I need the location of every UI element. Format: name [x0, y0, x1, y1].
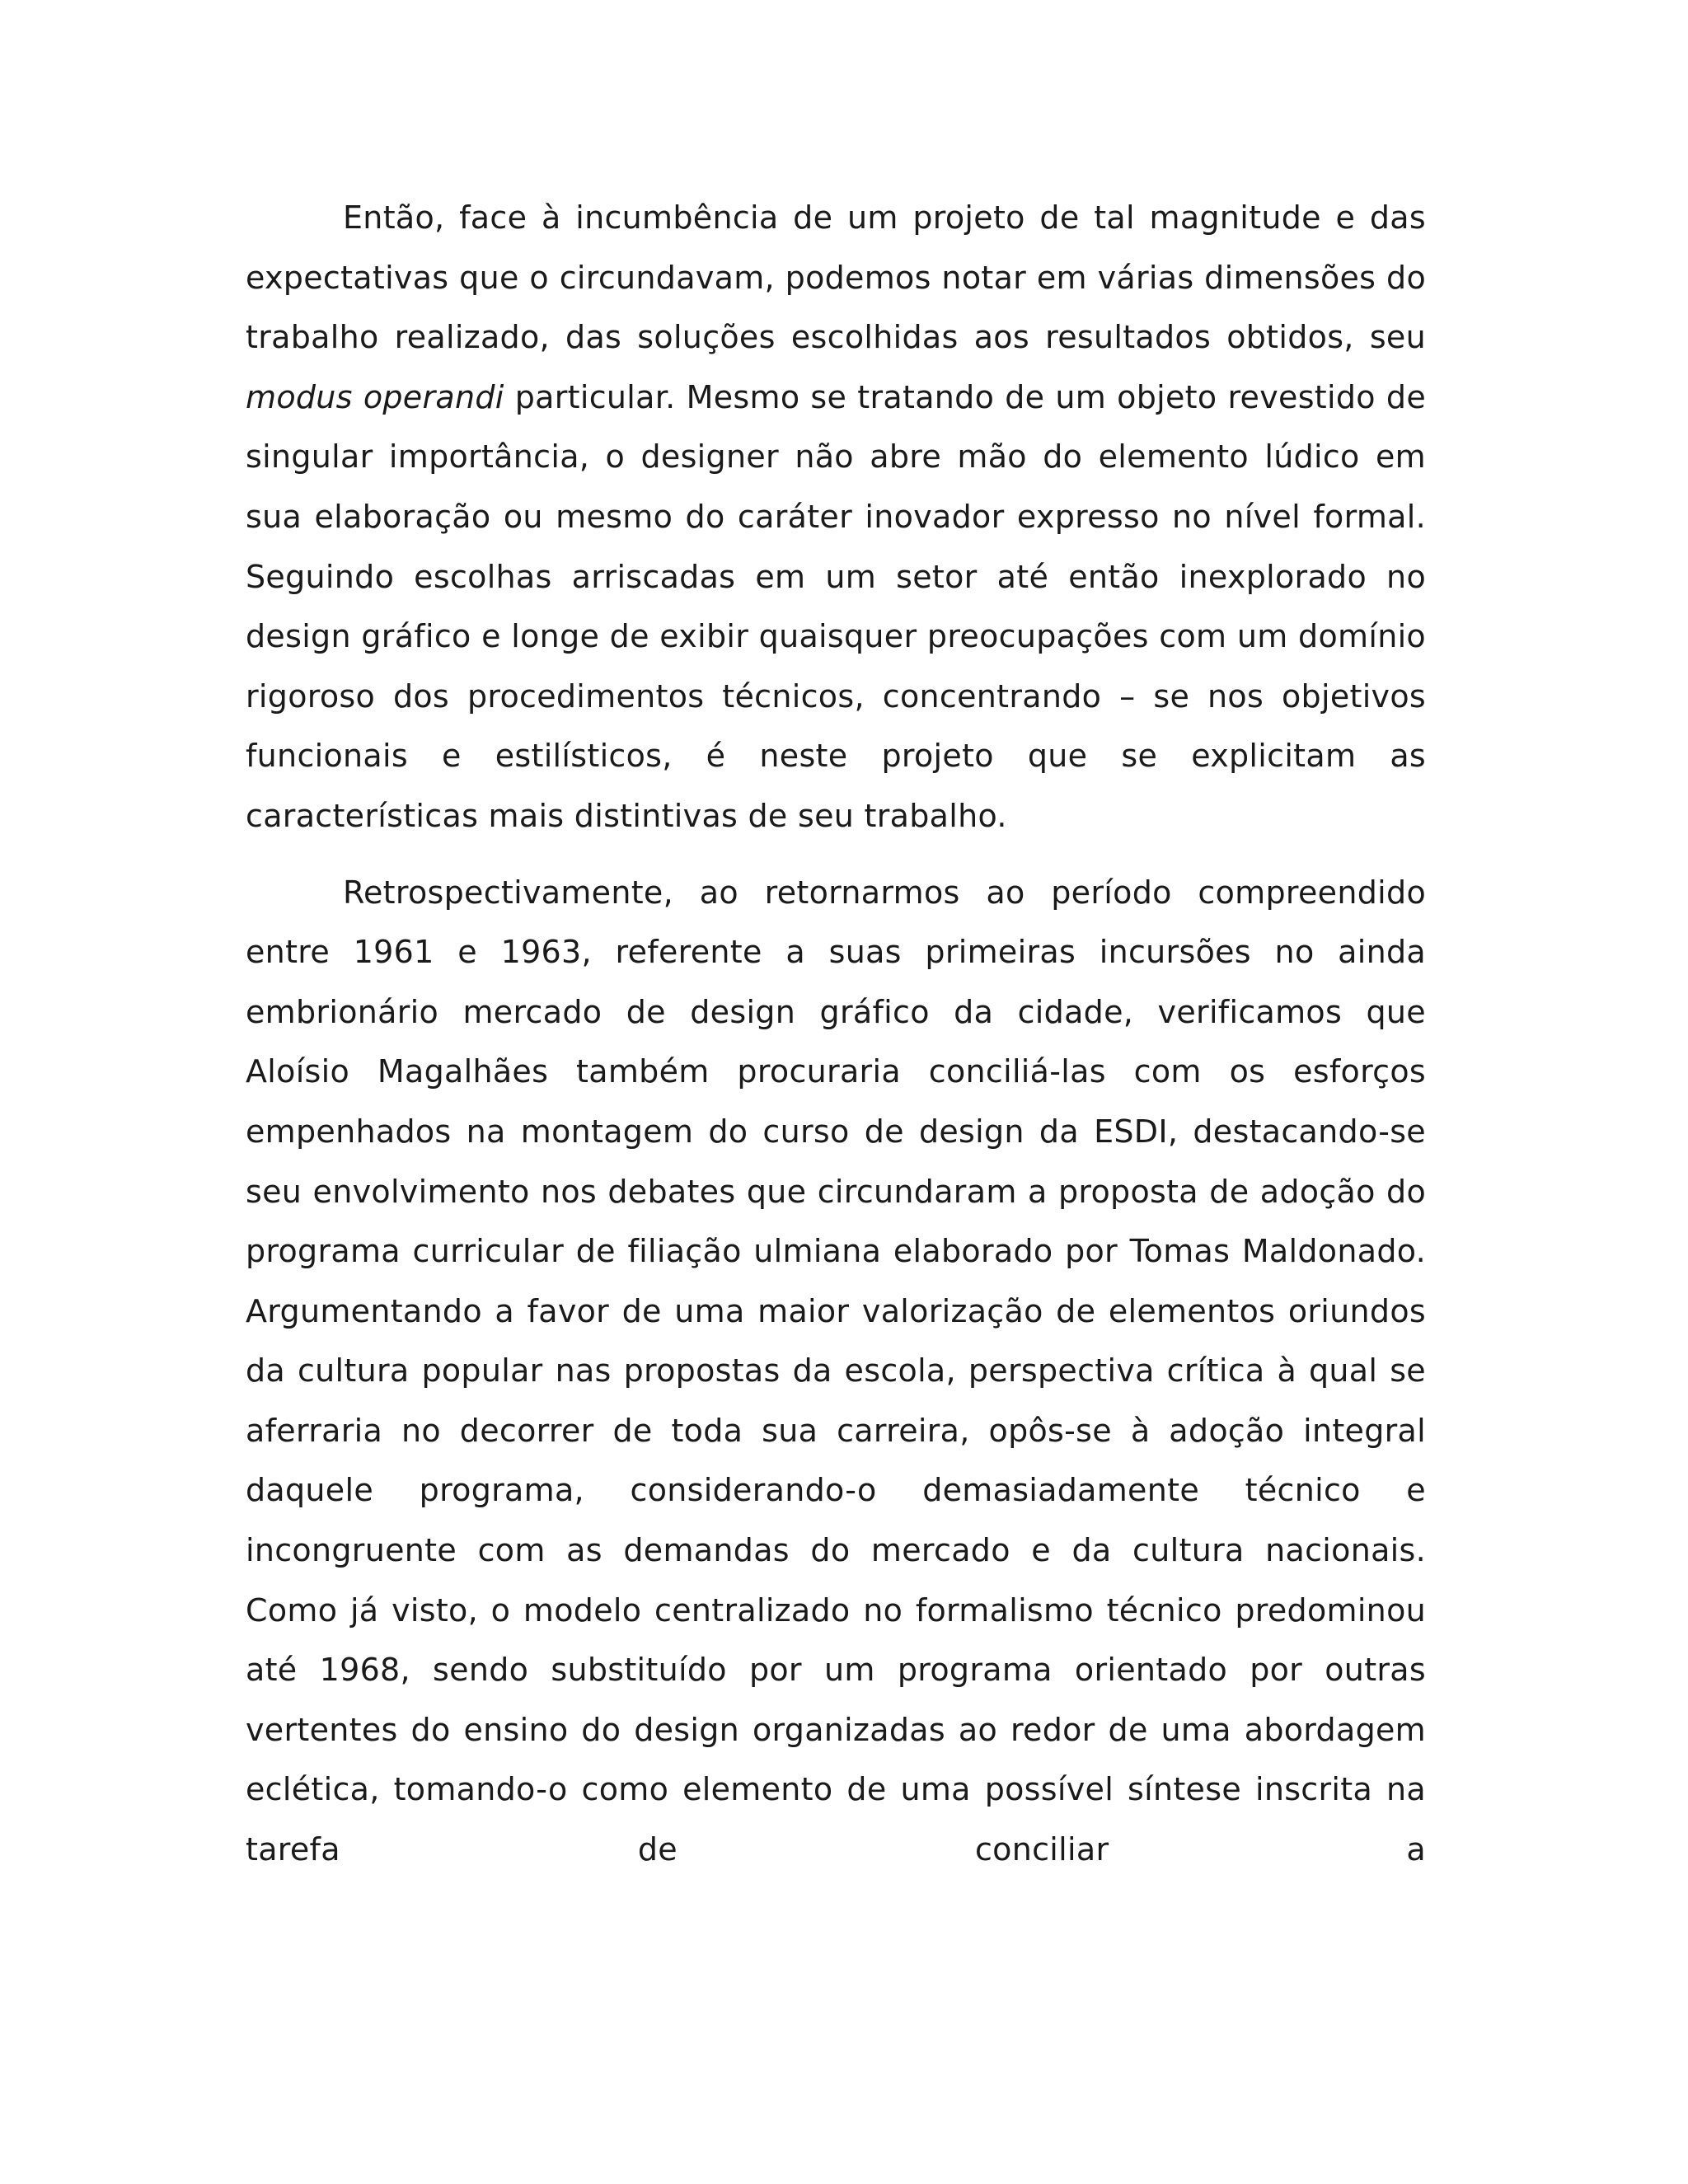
- italic-phrase: modus operandi: [246, 378, 504, 415]
- paragraph-1-text-end: particular. Mesmo se tratando de um objeto revestido de singular importância, o designer não abre mão do elemento lúdico em sua elaboração ou mesmo do caráter inovador expresso no nível formal. Seguindo escolhas arriscadas em um setor até então inexplorado no design gráfico e longe de exibir quaisquer preocupações com um domínio rigoroso dos procedimentos técnicos, concentrando – se nos objetivos funcionais e estilísticos, é neste projeto que se explicitam as características mais distintivas de seu trabalho.: [246, 378, 1427, 834]
- body-text: [246, 188, 1426, 1880]
- paragraph-1: [246, 188, 1426, 846]
- paragraph-2: Retrospectivamente, ao retornarmos ao período compreendido entre 1961 e 1963, referente a suas primeiras incursões no ainda embrionário mercado de design gráfico da cidade, verificamos que Aloísio Magalhães também procuraria conciliá-las com os esforços empenhados na montagem do curso de design da ESDI, destacando-se seu envolvimento nos debates que circundaram a proposta de adoção do programa curricular de filiação ulmiana elaborado por Tomas Maldonado. Argumentando a favor de uma maior valorização de elementos oriundos da cultura popular nas propostas da escola, perspectiva crítica à qual se aferraria no decorrer de toda sua carreira, opôs-se à adoção integral daquele programa, considerando-o demasiadamente técnico e incongruente com as demandas do mercado e da cultura nacionais. Como já visto, o modelo centralizado no formalismo técnico predominou até 1968, sendo substituído por um programa orientado por outras vertentes do ensino do design organizadas ao redor de uma abordagem eclética, tomando-o como elemento de uma possível síntese inscrita na tarefa de conciliar a: [246, 874, 1426, 1868]
- paragraph-1-text-start: Então, face à incumbência de um projeto de tal magnitude e das expectativas que o circundavam, podemos notar em várias dimensões do trabalho realizado, das soluções escolhidas aos resultados obtidos, seu: [246, 199, 1426, 356]
